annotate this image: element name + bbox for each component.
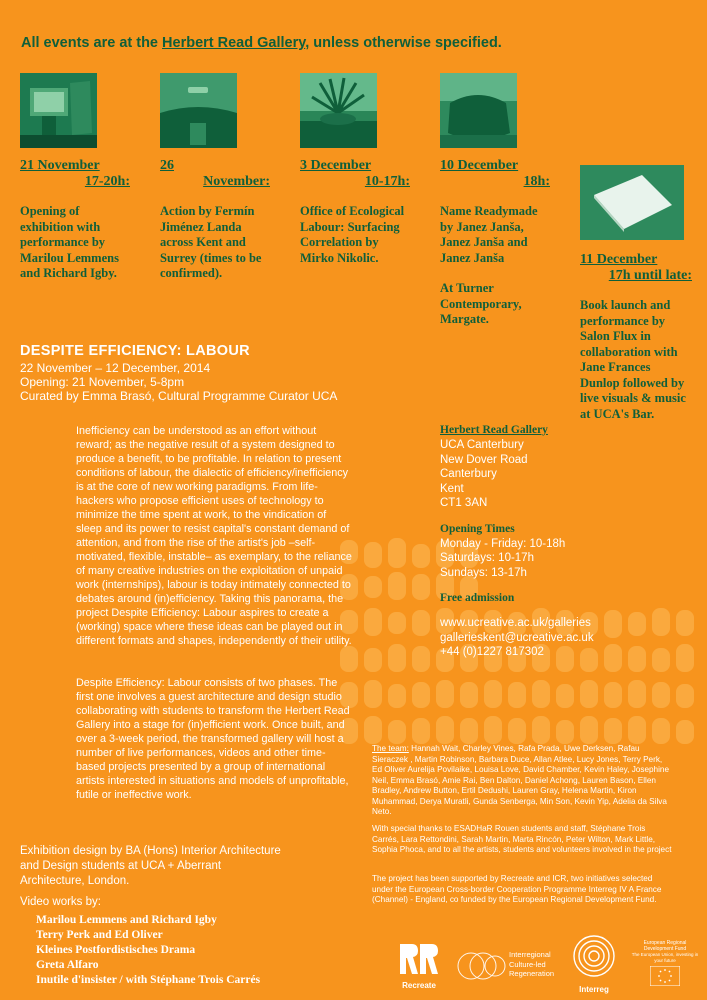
exhibition-curator: Curated by Emma Brasó, Cultural Programme Curator UCA [20, 389, 338, 403]
body-paragraph-1: Inefficiency can be understood as an effort without reward; as the negative result of a system designed to produce a benefit, to be profitable. In relation to present conditions of labour, the dialectic of efficiency/inefficiency is at the core of new working paradigms. From life-hackers who propose efficient uses of technology to minimize the time spent at work, to the vindication of sleep and its power to resist capital's constant demand of attention, and from the rise of the artist's job –self-motivated, flexible, instable– as exemplary, to the reliance of many creative industries on the exploitation of unpaid work (internships), labour is today intimately connected to debates around (in)efficiency. Taking this panorama, the project Despite Efficiency: Labour aspires to create a (working) space where these ideas can be played out in different formats and shapes, independently of their utility. [76, 425, 352, 647]
event-3-date: 3 December [300, 158, 372, 173]
event-2-time: November: [203, 174, 270, 189]
team-names: Hannah Wait, Charley Vines, Rafa Prada, Uwe Derksen, Rafau Sieraczek , Martin Robinson, Barbara Duce, Allan Atlee, Lucy Jones, Terry Perk, Ed Oliver Aurelija Povilaike, Louisa Love, David Chamber, Kevin Haley, Josephine Neil, Emma Brasó, Amie Rai, Ben Dalton, Daniel Achong, Lauren Bason, Ellen Bradley, Andrew Button, Ertil Dedushi, Lauren Gray, Helena Martin, Kiron Muhammad, Derya Muratli, Gunda Senberga, Min Son, Kevin Yip, Adelia da Silva Neto. [372, 744, 670, 816]
video-list [36, 913, 296, 988]
video-item: Kleines Postfordistisches Drama [36, 944, 196, 956]
opening-hours-line: Saturdays: 10-17h [440, 552, 534, 564]
event-2-date: 26 [160, 158, 174, 173]
icr-logo [457, 946, 567, 986]
event-photo-3 [300, 73, 377, 148]
event-4-date: 10 December [440, 158, 519, 173]
video-item: Greta Alfaro [36, 959, 99, 971]
interreg-logo-text: Interreg [579, 985, 609, 994]
book-photo [580, 165, 684, 240]
opening-hours-line: Monday - Friday: 10-18h [440, 537, 566, 550]
icr-line: Regeneration [509, 969, 555, 978]
icr-line: Culture-led [509, 959, 546, 969]
header-prefix: All events are at the [21, 35, 158, 51]
interreg-logo [566, 934, 622, 994]
website-link[interactable]: www.ucreative.ac.uk/galleries [440, 617, 591, 629]
design-credit: Exhibition design by BA (Hons) Interior Architecture and Design students at UCA + Aberrant Architecture, London. [20, 845, 281, 887]
event-4-extra: At Turner Contemporary, Margate. [440, 281, 522, 326]
interreg-logo-mark [566, 934, 622, 980]
header-line [21, 35, 502, 51]
eu-sub-text: The European Union, investing in your future [631, 952, 699, 963]
event-4-desc: Name Readymade by Janez Janša, Janez Janša and Janez Janša [440, 204, 538, 265]
recreate-logo-text: Recreate [402, 981, 436, 990]
exhibition-dates: 22 November – 12 December, 2014 [20, 361, 211, 375]
event-5-time: 17h until late: [608, 268, 692, 283]
venue-line: New Dover Road [440, 453, 528, 466]
venue-info [440, 424, 680, 660]
video-item: Marilou Lemmens and Richard Igby [36, 914, 217, 926]
video-heading: Video works by: [20, 896, 101, 908]
event-4-time: 18h: [523, 174, 550, 189]
video-item: Inutile d'insister / with Stéphane Trois Carrés [36, 974, 261, 986]
venue-line: Canterbury [440, 468, 497, 480]
event-5-desc: Book launch and performance by Salon Flux in collaboration with Jane Frances Dunlop followed by live visuals & music at UCA's Bar. [580, 298, 686, 421]
exhibition-opening: Opening: 21 November, 5-8pm [20, 375, 185, 389]
body-paragraph-2: Despite Efficiency: Labour consists of two phases. The first one involves a guest architecture and design studio collaborating with students to transform the Herbert Read Gallery into a stage for (in)efficient work. Once built, and over a 3-week period, the transformed gallery will host a number of live performances, videos and other time-based projects presented by a group of international artists interested in situations and models of unprofitable, futile or ineffective work. [76, 677, 350, 801]
video-item: Terry Perk and Ed Oliver [36, 929, 163, 941]
phone-number: +44 (0)1227 817302 [440, 646, 544, 658]
team-label: The team: [372, 744, 409, 753]
event-3 [300, 158, 410, 266]
event-photo-2 [160, 73, 237, 148]
email-link[interactable]: gallerieskent@ucreative.ac.uk [440, 631, 594, 644]
eu-logo [630, 940, 700, 995]
opening-times-heading: Opening Times [440, 522, 515, 535]
event-2-desc: Action by Fermín Jiménez Landa across Kent and Surrey (times to be confirmed). [160, 204, 262, 280]
opening-hours-line: Sundays: 13-17h [440, 566, 527, 579]
icr-logo-mark [457, 946, 507, 986]
venue-line: UCA Canterbury [440, 439, 524, 451]
recreate-logo [396, 940, 442, 990]
event-photo-1 [20, 73, 97, 148]
exhibition-title: DESPITE EFFICIENCY: LABOUR [20, 343, 250, 359]
eu-fund-text: European Regional Development Fund [643, 940, 687, 952]
free-admission: Free admission [440, 592, 515, 604]
venue-line: CT1 3AN [440, 497, 488, 509]
event-1-desc: Opening of exhibition with performance by Marilou Lemmens and Richard Igby. [20, 204, 119, 280]
event-4 [440, 158, 550, 328]
eu-flag-icon [650, 966, 680, 986]
venue-line: Kent [440, 482, 464, 495]
header-gallery-link[interactable]: Herbert Read Gallery [162, 35, 306, 51]
event-5-date: 11 December [580, 252, 658, 267]
event-1-date: 21 November [20, 158, 100, 173]
header-suffix: , unless otherwise specified. [305, 35, 502, 51]
venue-name[interactable]: Herbert Read Gallery [440, 424, 548, 436]
icr-line: Interregional [509, 950, 551, 959]
team-credits [372, 744, 672, 818]
event-3-desc: Office of Ecological Labour: Surfacing Correlation by Mirko Nikolic. [300, 204, 405, 265]
event-5 [580, 252, 692, 422]
event-2 [160, 158, 270, 282]
support-text: The project has been supported by Recreate and ICR, two initiatives selected under the European Cross-border Cooperation Programme Interreg IV A France (Channel) - England, co funded by the European Regional Development Fund. [372, 874, 662, 904]
thanks-text: With special thanks to ESADHaR Rouen students and staff, Stéphane Trois Carrés, Lara Rettondini, Sarah Martin, Marta Rincón, Peter Wilton, Mark Little, Sophia Phoca, and to all the artists, students and volunteers involved in the project [372, 824, 672, 854]
event-photo-4 [440, 73, 517, 148]
event-1-time: 17-20h: [84, 174, 130, 189]
event-1 [20, 158, 130, 282]
event-3-time: 10-17h: [364, 174, 410, 189]
recreate-logo-mark [396, 940, 442, 978]
icr-logo-text [509, 950, 554, 979]
